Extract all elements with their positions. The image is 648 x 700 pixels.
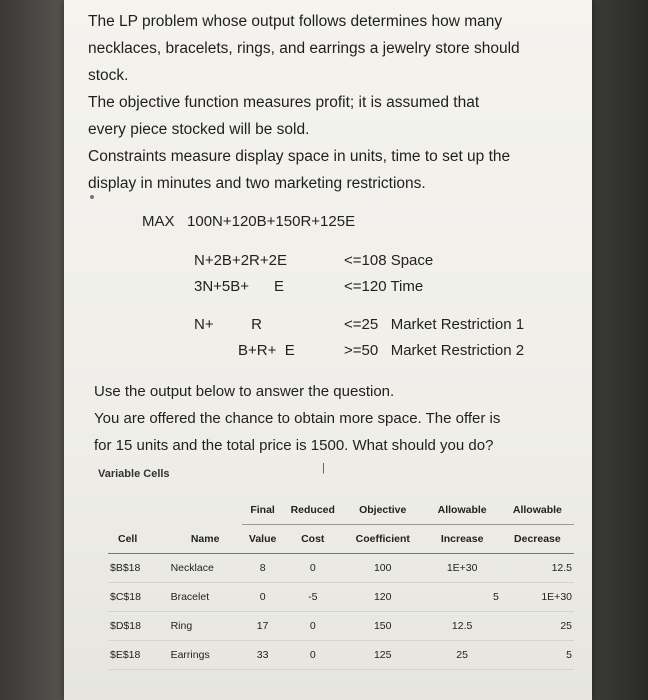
question-line: Use the output below to answer the question. xyxy=(94,383,395,400)
photo-backdrop-left xyxy=(0,0,64,700)
table-row: $B$18 Necklace 8 0 100 1E+30 12.5 xyxy=(108,554,574,583)
col-header-cost: Cost xyxy=(284,525,343,554)
col-header-name: Name xyxy=(169,525,242,554)
objective-function: MAX 100N+120B+150R+125E xyxy=(142,213,356,230)
table-row: $C$18 Bracelet 0 -5 120 5 1E+30 xyxy=(108,583,574,612)
question-line: for 15 units and the total price is 1500. What should you do? xyxy=(94,437,494,454)
worksheet-page xyxy=(64,0,592,700)
photo-backdrop-right xyxy=(592,0,648,700)
col-header-increase: Increase xyxy=(423,525,500,554)
sensitivity-table xyxy=(108,496,574,670)
table-header-bottom xyxy=(108,525,574,554)
variable-cells-title: Variable Cells xyxy=(98,468,170,480)
constraint-space-lhs: N+2B+2R+2E xyxy=(194,252,287,269)
text-cursor-mark: | xyxy=(322,462,325,474)
constraint-market1-rhs: <=25 Market Restriction 1 xyxy=(344,316,525,333)
intro-line: every piece stocked will be sold. xyxy=(88,121,310,138)
constraint-time-lhs: 3N+5B+ E xyxy=(194,278,285,295)
table-row: $E$18 Earrings 33 0 125 25 5 xyxy=(108,641,574,670)
col-header-coefficient: Coefficient xyxy=(342,525,423,554)
col-header-decrease: Decrease xyxy=(501,525,574,554)
intro-line: stock. xyxy=(88,67,129,84)
table-header-top xyxy=(108,496,574,525)
col-header-allowable-dec: Allowable xyxy=(501,496,574,525)
question-line: You are offered the chance to obtain more space. The offer is xyxy=(94,410,501,427)
question-text xyxy=(94,378,574,459)
intro-line: necklaces, bracelets, rings, and earrings a jewelry store should xyxy=(88,40,520,57)
intro-line: The objective function measures profit; it is assumed that xyxy=(88,94,480,111)
constraint-market2-rhs: >=50 Market Restriction 2 xyxy=(344,342,525,359)
intro-line: display in minutes and two marketing restrictions. xyxy=(88,175,426,192)
intro-line: The LP problem whose output follows determines how many xyxy=(88,13,503,30)
problem-description xyxy=(88,8,578,197)
constraint-space-rhs: <=108 Space xyxy=(344,252,434,269)
col-header-reduced: Reduced xyxy=(284,496,343,525)
constraint-market1-lhs: N+ R xyxy=(194,316,262,333)
intro-line: Constraints measure display space in units, time to set up the xyxy=(88,148,511,165)
constraint-market2-lhs: B+R+ E xyxy=(238,342,295,359)
col-header-cell: Cell xyxy=(108,525,169,554)
col-header-final: Final xyxy=(242,496,284,525)
constraint-time-rhs: <=120 Time xyxy=(344,278,424,295)
table-row: $D$18 Ring 17 0 150 12.5 25 xyxy=(108,612,574,641)
col-header-value: Value xyxy=(242,525,284,554)
col-header-allowable-inc: Allowable xyxy=(423,496,500,525)
col-header-objective: Objective xyxy=(342,496,423,525)
